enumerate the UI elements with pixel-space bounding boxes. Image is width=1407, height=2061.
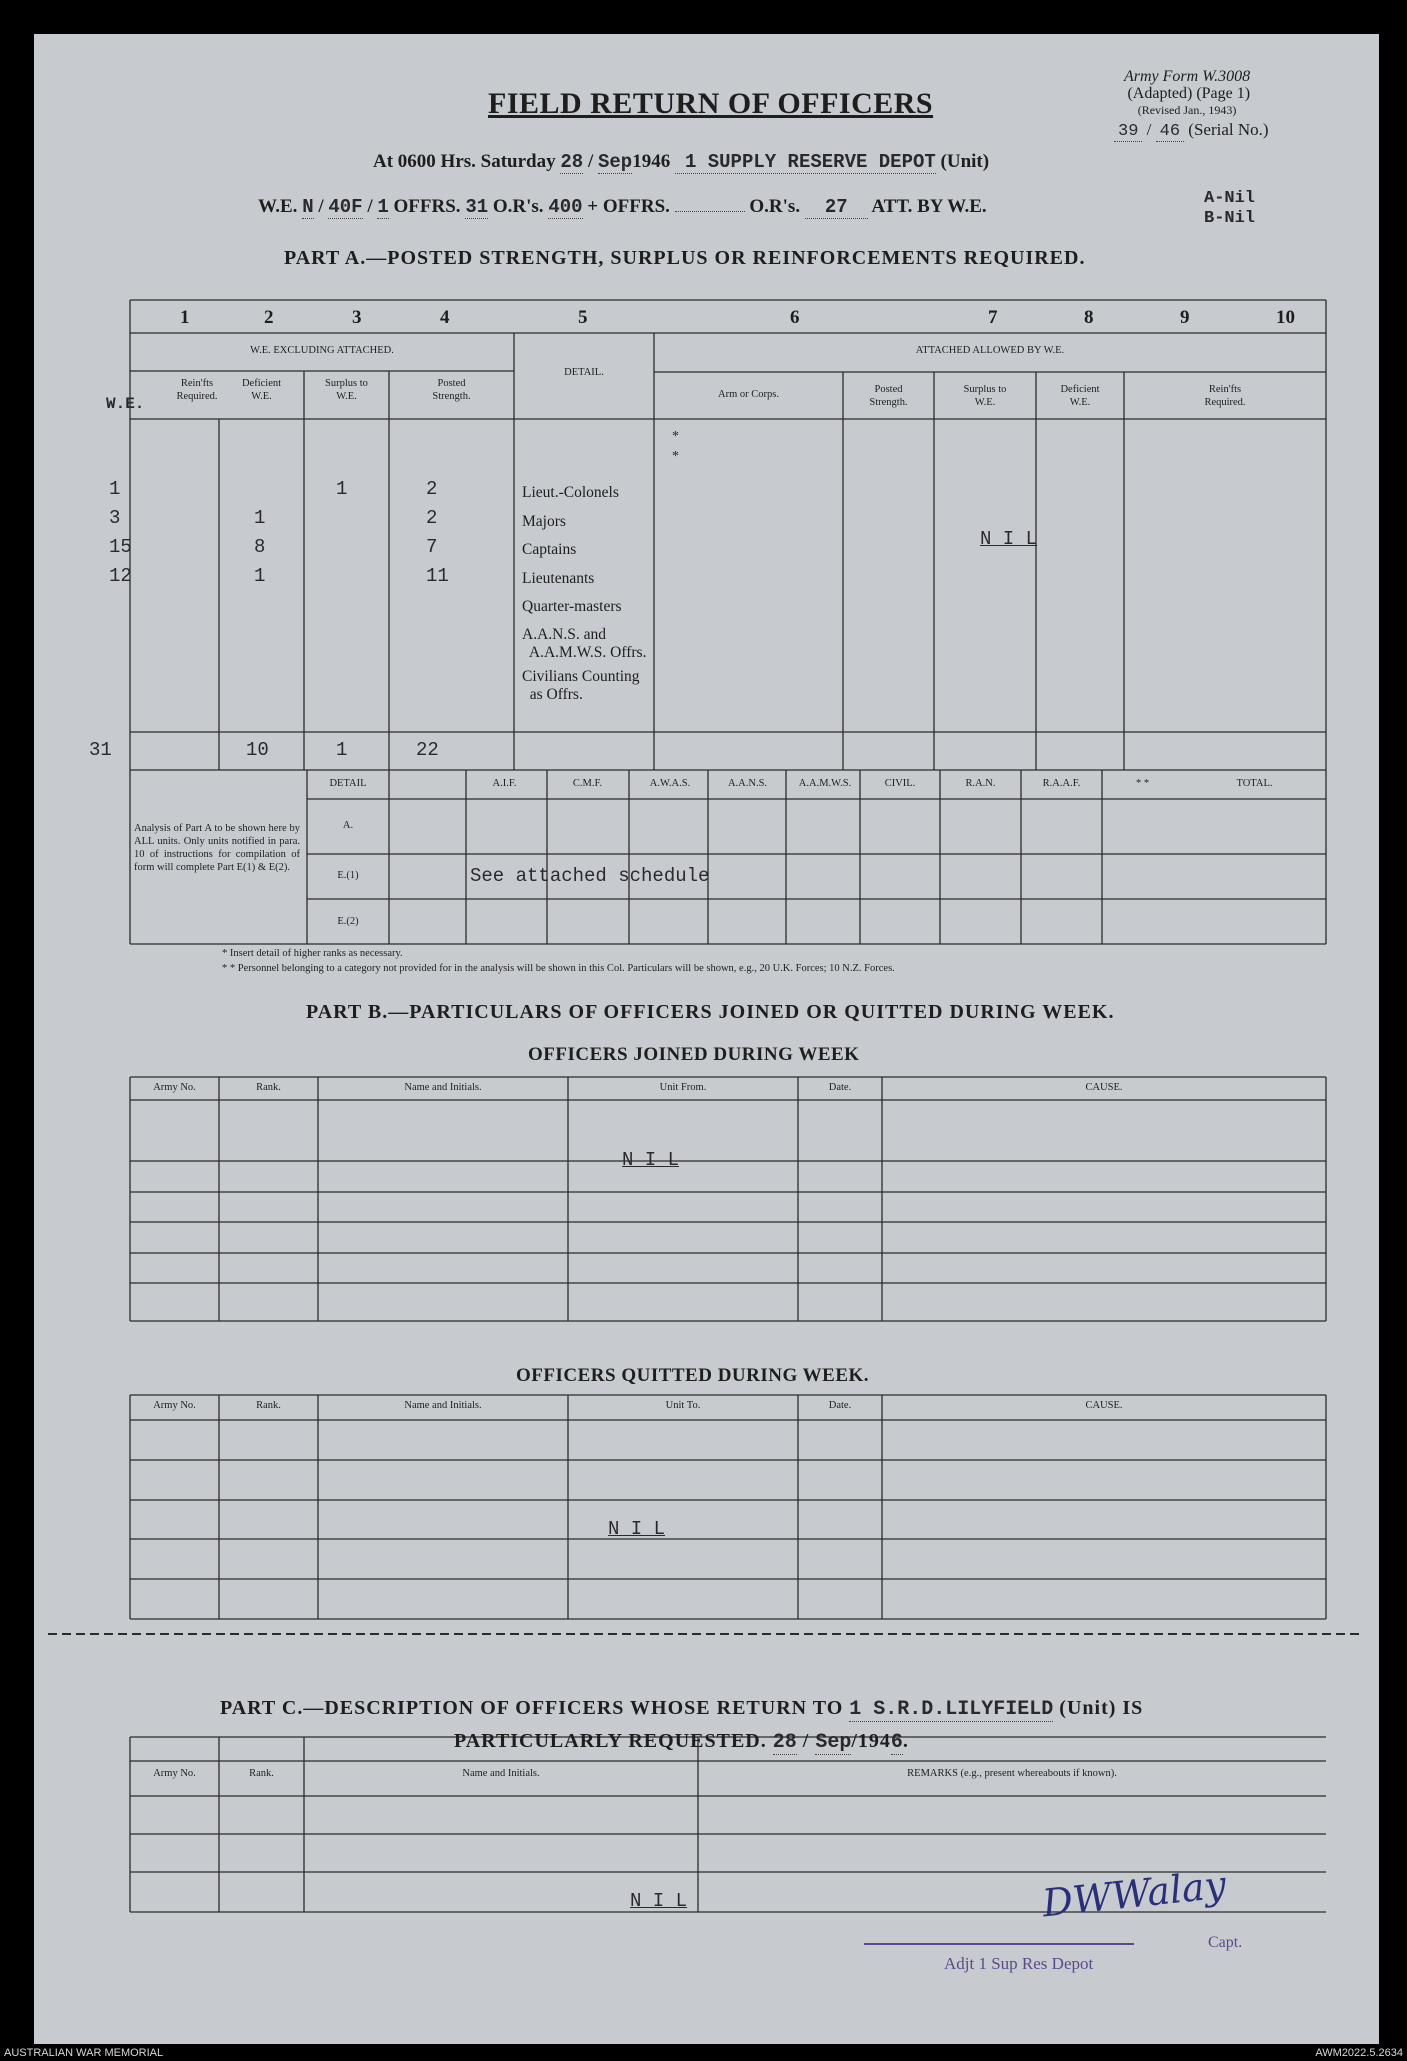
ors2-value: 27 — [805, 196, 868, 219]
date-day: 28 — [560, 151, 584, 173]
table-row — [74, 475, 534, 504]
joined-head-name: Name and Initials. — [404, 1082, 482, 1093]
analysis-row-a: A. — [342, 820, 354, 831]
analysis-note: Analysis of Part A to be shown here by ALL units. Only units notified in para. 10 of instructions for compilation of form will complete Part E(1) & E(2). — [134, 823, 300, 873]
analysis-head-aans: A.A.N.S. — [727, 778, 768, 789]
offrs-value: 31 — [465, 196, 489, 218]
analysis-head-aamws: A.A.M.W.S. — [798, 778, 852, 789]
asterisk-1: * — [672, 429, 679, 444]
att-a: A-Nil — [1204, 189, 1256, 208]
joined-head-army-no: Army No. — [153, 1082, 196, 1093]
footnote-1: * Insert detail of higher ranks as necessary. — [222, 948, 403, 959]
col-num-5: 5 — [578, 307, 588, 328]
analysis-head-total: TOTAL. — [1236, 778, 1273, 789]
part-c-date-day: 28 — [772, 1731, 797, 1754]
joined-title: OFFICERS JOINED DURING WEEK — [528, 1044, 860, 1065]
row-we: 12 — [109, 565, 132, 587]
col-num-10: 10 — [1276, 307, 1295, 328]
col-num-8: 8 — [1084, 307, 1094, 328]
part-c-head-remarks: REMARKS (e.g., present whereabouts if known). — [907, 1768, 1117, 1779]
col-num-4: 4 — [440, 307, 450, 328]
part-c-heading — [220, 1697, 1143, 1721]
row-def: 1 — [254, 507, 266, 529]
subhead-att-surplus: Surplus to W.E. — [963, 384, 1007, 408]
att-b: B-Nil — [1204, 209, 1256, 228]
subhead-att-posted: Posted Strength. — [869, 384, 908, 408]
analysis-head-civil: CIVIL. — [884, 778, 916, 789]
quitted-head-rank: Rank. — [256, 1400, 281, 1411]
joined-head-unit-from: Unit From. — [659, 1082, 707, 1093]
part-c-year-end: 6 — [890, 1731, 903, 1754]
analysis-head-aif: A.I.F. — [492, 778, 517, 789]
subhead-deficient: Deficient W.E. — [241, 378, 282, 402]
col-num-7: 7 — [988, 307, 998, 328]
serial-b: 46 — [1156, 122, 1184, 142]
table-row — [74, 533, 534, 562]
attached-allowed-header: ATTACHED ALLOWED BY W.E. — [915, 345, 1065, 356]
capt-label: Capt. — [1208, 1934, 1243, 1951]
total-we: 31 — [89, 739, 112, 761]
ors-label: O.R's. — [492, 196, 544, 217]
part-c-heading-b: (Unit) IS — [1059, 1697, 1144, 1719]
quitted-head-cause: CAUSE. — [1085, 1400, 1123, 1411]
row-we: 1 — [109, 478, 121, 500]
subhead-att-reinfts: Rein'fts Required. — [1204, 384, 1246, 408]
joined-headers — [130, 1082, 1326, 1098]
joined-head-date: Date. — [828, 1082, 852, 1093]
part-c-headers — [130, 1768, 1326, 1784]
form-adapted: (Adapted) (Page 1) — [1127, 85, 1251, 102]
joined-nil: N I L — [622, 1149, 680, 1171]
analysis-head-awas: A.W.A.S. — [649, 778, 691, 789]
part-a-heading: PART A.—POSTED STRENGTH, SURPLUS OR REINFORCEMENTS REQUIRED. — [284, 247, 1086, 269]
rank-civilians: Civilians Counting as Offrs. — [522, 667, 640, 703]
date-year: 1946 — [632, 151, 671, 172]
row-def: 1 — [254, 565, 266, 587]
quitted-head-unit-to: Unit To. — [665, 1400, 701, 1411]
rank-lieutenant: Lieutenants — [522, 569, 595, 587]
analysis-head-other: * * — [1135, 778, 1150, 789]
form-paper — [34, 34, 1379, 2044]
unit-label: (Unit) — [940, 151, 990, 172]
offrs2-label: OFFRS. — [602, 196, 670, 217]
quitted-title: OFFICERS QUITTED DURING WEEK. — [516, 1365, 870, 1386]
footnote-2: * * Personnel belonging to a category not provided for in the analysis will be shown in this Col. Particulars will be shown, e.g., 20 U.K. Forces; 10 N.Z. Forces. — [222, 963, 895, 974]
we-c: 1 — [377, 196, 389, 218]
quitted-head-army-no: Army No. — [153, 1400, 196, 1411]
adjt-stamp: Adjt 1 Sup Res Depot — [944, 1954, 1094, 1973]
column-numbers — [130, 307, 1326, 329]
serial-number: 39 / 46 (Serial No.) — [1114, 120, 1269, 141]
date-month: Sep — [597, 151, 633, 173]
part-c-head-name: Name and Initials. — [462, 1768, 540, 1779]
ors2-label: O.R's. — [749, 196, 801, 217]
we-a: N — [302, 196, 314, 218]
rank-aans: A.A.N.S. and A.A.M.W.S. Offrs. — [522, 625, 647, 661]
total-posted: 22 — [416, 739, 439, 761]
analysis-head-detail: DETAIL — [329, 778, 367, 789]
quitted-head-name: Name and Initials. — [404, 1400, 482, 1411]
row-we: 3 — [109, 507, 121, 529]
joined-head-cause: CAUSE. — [1085, 1082, 1123, 1093]
rank-lt-col: Lieut.-Colonels — [522, 484, 619, 501]
analysis-head-raaf: R.A.A.F. — [1042, 778, 1081, 789]
ors-value: 400 — [548, 196, 583, 218]
we-stamp: W.E. — [106, 395, 145, 413]
row-posted: 2 — [426, 507, 438, 529]
part-c-heading-a: PART C.—DESCRIPTION OF OFFICERS WHOSE RETURN TO — [220, 1697, 844, 1719]
offrs-label: OFFRS. — [393, 196, 461, 217]
subhead-arm-corps: Arm or Corps. — [718, 389, 779, 400]
rank-list — [522, 479, 646, 704]
analysis-head-cmf: C.M.F. — [572, 778, 603, 789]
col-num-3: 3 — [352, 307, 362, 328]
offrs2-value — [675, 211, 745, 212]
footer-left: AUSTRALIAN WAR MEMORIAL — [4, 2047, 164, 2059]
part-b-heading: PART B.—PARTICULARS OF OFFICERS JOINED OR QUITTED DURING WEEK. — [306, 1001, 1115, 1023]
detail-header: DETAIL. — [564, 367, 604, 378]
day-label: Saturday — [480, 151, 556, 172]
att-label: ATT. BY W.E. — [871, 196, 987, 217]
attached-nil: N I L — [980, 528, 1038, 550]
subhead-posted: Posted Strength. — [432, 378, 471, 402]
att-values — [1204, 189, 1255, 229]
rank-major: Majors — [522, 512, 566, 530]
we-b: 40F — [328, 196, 363, 218]
part-c-unit: 1 S.R.D.LILYFIELD — [849, 1698, 1054, 1721]
form-number: Army Form W.3008 — [1124, 68, 1251, 85]
serial-label: (Serial No.) — [1188, 120, 1269, 139]
footer-right: AWM2022.5.2634 — [1315, 2047, 1403, 2059]
we-excluding-header: W.E. EXCLUDING ATTACHED. — [250, 345, 394, 356]
quitted-head-date: Date. — [828, 1400, 852, 1411]
subhead-surplus: Surplus to W.E. — [325, 378, 368, 402]
rank-qm: Quarter-masters — [522, 598, 622, 615]
row-posted: 2 — [426, 478, 438, 500]
row-posted: 11 — [426, 565, 449, 587]
row-sur: 1 — [336, 478, 348, 500]
date-line: At 0600 Hrs. Saturday 28 / Sep1946 1 SUPPLY RESERVE DEPOT (Unit) — [373, 151, 990, 173]
row-def: 8 — [254, 536, 266, 558]
quitted-nil: N I L — [608, 1518, 666, 1540]
see-attached: See attached schedule — [470, 865, 710, 887]
subhead-att-deficient: Deficient W.E. — [1060, 384, 1100, 408]
analysis-row-e1: E.(1) — [337, 870, 359, 881]
unit-value: 1 SUPPLY RESERVE DEPOT — [675, 151, 936, 174]
part-c-year: 194 — [857, 1730, 891, 1752]
plus-sign: + — [587, 196, 599, 217]
analysis-headers — [307, 778, 1326, 794]
total-def: 10 — [246, 739, 269, 761]
analysis-row-e2: E.(2) — [337, 916, 359, 927]
asterisk-2: * — [672, 449, 679, 464]
row-we: 15 — [109, 536, 132, 558]
part-c-date-month: Sep — [815, 1731, 852, 1754]
analysis-head-ran: R.A.N. — [965, 778, 996, 789]
form-revised: (Revised Jan., 1943) — [1137, 103, 1237, 117]
we-label: W.E. — [258, 196, 298, 217]
serial-a: 39 — [1114, 122, 1142, 142]
part-c-head-army-no: Army No. — [153, 1768, 196, 1779]
posted-values — [74, 475, 534, 591]
subhead-reinfts: Rein'fts Required. — [176, 378, 218, 402]
form-number-block — [1124, 68, 1250, 119]
signature: DWWalay — [1040, 1862, 1229, 1926]
table-row — [74, 504, 534, 533]
page-title: FIELD RETURN OF OFFICERS — [488, 87, 934, 120]
at-hours: At 0600 Hrs. — [373, 151, 476, 172]
part-c-line2: PARTICULARLY REQUESTED. 28 / Sep/1946. — [454, 1730, 909, 1754]
rank-captain: Captains — [522, 541, 577, 558]
table-row — [74, 562, 534, 591]
part-c-requested: PARTICULARLY REQUESTED. — [454, 1730, 767, 1752]
we-line: W.E. N / 40F / 1 OFFRS. 31 O.R's. 400 + OFFRS. O.R's. 27 ATT. BY W.E. — [258, 196, 987, 218]
col-num-6: 6 — [790, 307, 800, 328]
col-num-1: 1 — [180, 307, 190, 328]
part-c-head-rank: Rank. — [249, 1768, 274, 1779]
col-num-2: 2 — [264, 307, 274, 328]
signature-underline — [864, 1940, 1144, 1950]
row-posted: 7 — [426, 536, 438, 558]
part-c-nil: N I L — [630, 1890, 688, 1912]
joined-head-rank: Rank. — [256, 1082, 281, 1093]
quitted-headers — [130, 1400, 1326, 1416]
col-num-9: 9 — [1180, 307, 1190, 328]
total-sur: 1 — [336, 739, 348, 761]
